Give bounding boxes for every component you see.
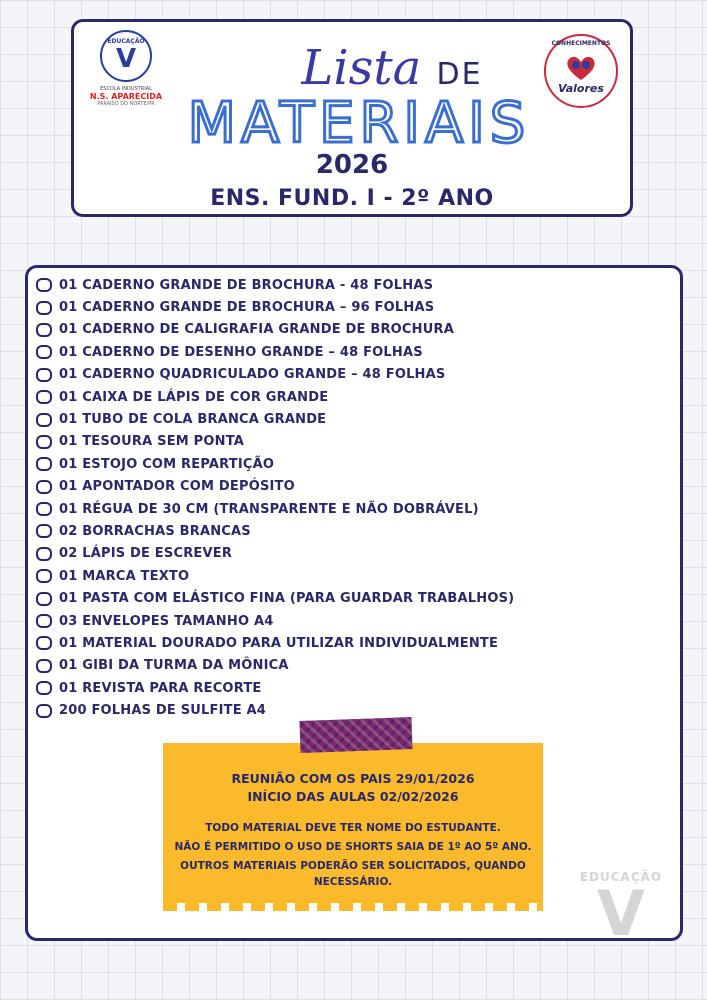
info-note (163, 743, 543, 903)
list-item-text: 01 MATERIAL DOURADO PARA UTILIZAR INDIVIDUALMENTE (59, 635, 499, 651)
list-item-text: 01 REVISTA PARA RECORTE (59, 680, 262, 696)
list-item (36, 677, 514, 699)
school-city: PARAÍSO DO NORTE/PR (97, 101, 155, 107)
list-item (36, 296, 514, 318)
checkbox-icon[interactable] (36, 502, 52, 516)
watermark-text: EDUCAÇÃO (579, 870, 663, 884)
list-item-text: 01 CAIXA DE LÁPIS DE COR GRANDE (59, 389, 329, 405)
list-item-text: 01 TUBO DE COLA BRANCA GRANDE (59, 412, 327, 428)
list-item (36, 476, 514, 498)
checkbox-icon[interactable] (36, 547, 52, 561)
list-item (36, 520, 514, 542)
watermark-logo (576, 870, 666, 960)
checkbox-icon[interactable] (36, 681, 52, 695)
list-item-text: 01 CADERNO DE CALIGRAFIA GRANDE DE BROCHURA (59, 322, 454, 338)
list-item-text: 200 FOLHAS DE SULFITE A4 (59, 703, 267, 719)
list-item (36, 341, 514, 363)
list-item (36, 408, 514, 430)
checkbox-icon[interactable] (36, 480, 52, 494)
title-lista-word: Lista (301, 40, 422, 96)
list-item (36, 632, 514, 654)
list-item (36, 498, 514, 520)
list-item (36, 364, 514, 386)
checkbox-icon[interactable] (36, 704, 52, 718)
values-logo (540, 30, 622, 112)
checkbox-icon[interactable] (36, 659, 52, 673)
note-rule-2: NÃO É PERMITIDO O USO DE SHORTS SAIA DE 1º AO 5º ANO. (174, 841, 532, 853)
checkbox-icon[interactable] (36, 524, 52, 538)
checkbox-icon[interactable] (36, 345, 52, 359)
title-materiais: MATERIAIS (187, 91, 531, 156)
list-item-text: 02 LÁPIS DE ESCREVER (59, 546, 233, 562)
heart-brain-icon (564, 54, 598, 82)
school-badge-icon (100, 30, 152, 82)
school-name: N.S. APARECIDA (89, 92, 163, 101)
checkbox-icon[interactable] (36, 614, 52, 628)
checkbox-icon[interactable] (36, 592, 52, 606)
checkbox-icon[interactable] (36, 435, 52, 449)
school-badge-text: EDUCAÇÃO (107, 38, 145, 45)
list-item-text: 01 CADERNO GRANDE DE BROCHURA – 96 FOLHAS (59, 300, 435, 316)
school-logo (86, 30, 166, 107)
note-rule-1: TODO MATERIAL DEVE TER NOME DO ESTUDANTE. (205, 822, 501, 834)
materials-list (36, 274, 514, 722)
list-item-text: 01 ESTOJO COM REPARTIÇÃO (59, 456, 275, 472)
checkbox-icon[interactable] (36, 278, 52, 292)
list-item (36, 431, 514, 453)
list-item-text: 01 RÉGUA DE 30 CM (TRANSPARENTE E NÃO DOBRÁVEL) (59, 501, 479, 517)
list-item (36, 655, 514, 677)
list-item-text: 01 APONTADOR COM DEPÓSITO (59, 479, 295, 495)
watermark-v-icon: V (597, 877, 645, 950)
list-item-text: 01 CADERNO DE DESENHO GRANDE – 48 FOLHAS (59, 344, 423, 360)
checkbox-icon[interactable] (36, 323, 52, 337)
list-item-text: 01 MARCA TEXTO (59, 568, 190, 584)
values-mid-text: Valores (558, 82, 604, 95)
list-item-text: 01 TESOURA SEM PONTA (59, 434, 245, 450)
header-card (71, 19, 633, 217)
list-item (36, 610, 514, 632)
list-item (36, 319, 514, 341)
list-item (36, 587, 514, 609)
year: 2026 (315, 150, 389, 180)
list-item (36, 543, 514, 565)
list-item-text: 01 PASTA COM ELÁSTICO FINA (PARA GUARDAR TRABALHOS) (59, 591, 515, 607)
list-item-text: 01 GIBI DA TURMA DA MÔNICA (59, 658, 289, 674)
checkbox-icon[interactable] (36, 457, 52, 471)
badge-v-icon: V (115, 44, 137, 74)
grade: ENS. FUND. I - 2º ANO (210, 186, 494, 211)
checkbox-icon[interactable] (36, 301, 52, 315)
checkbox-icon[interactable] (36, 368, 52, 382)
list-item-text: 02 BORRACHAS BRANCAS (59, 523, 251, 539)
checkbox-icon[interactable] (36, 390, 52, 404)
list-item (36, 386, 514, 408)
checkbox-icon[interactable] (36, 413, 52, 427)
checkbox-icon[interactable] (36, 569, 52, 583)
list-item (36, 699, 514, 721)
list-item-text: 03 ENVELOPES TAMANHO A4 (59, 613, 274, 629)
checkbox-icon[interactable] (36, 636, 52, 650)
tape-decoration (299, 717, 412, 753)
list-item (36, 453, 514, 475)
list-item (36, 274, 514, 296)
values-top-text: CONHECIMENTOS (551, 40, 611, 47)
classes-start-date: INÍCIO DAS AULAS 02/02/2026 (247, 789, 459, 804)
note-rule-3: OUTROS MATERIAIS PODERÃO SER SOLICITADOS, QUANDO NECESSÁRIO. (180, 860, 526, 888)
list-item (36, 565, 514, 587)
list-item-text: 01 CADERNO QUADRICULADO GRANDE – 48 FOLHAS (59, 367, 446, 383)
meeting-date: REUNIÃO COM OS PAIS 29/01/2026 (231, 771, 475, 786)
list-item-text: 01 CADERNO GRANDE DE BROCHURA - 48 FOLHAS (59, 277, 434, 293)
school-subtitle: ESCOLA INDUSTRIAL (100, 86, 152, 92)
title-de: DE (436, 57, 483, 92)
